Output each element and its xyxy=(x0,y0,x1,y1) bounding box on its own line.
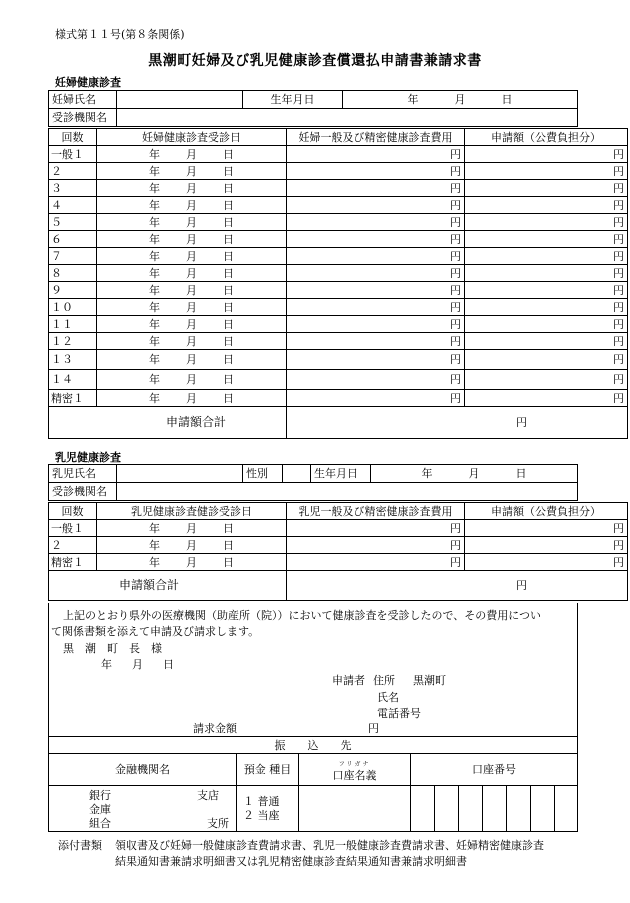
pregnant-visit-row xyxy=(49,180,628,197)
infant-sex-field[interactable] xyxy=(283,465,311,483)
claim-amount-field[interactable]: 請求金額 円 xyxy=(193,722,379,735)
row-exam-cost[interactable]: 円 xyxy=(287,299,465,316)
infant-visit-row xyxy=(49,554,628,571)
row-exam-date[interactable]: 年 月 日 xyxy=(97,350,287,370)
row-count: ７ xyxy=(49,248,97,265)
row-claim-amount[interactable]: 円 xyxy=(465,180,628,197)
pregnant-visit-row xyxy=(49,333,628,350)
pregnant-dob-label: 生年月日 xyxy=(243,91,343,109)
infant-visits-table xyxy=(48,502,628,601)
account-digit-5[interactable] xyxy=(507,786,531,832)
pregnant-section-title: 妊婦健康診査 xyxy=(55,76,121,89)
row-count: １０ xyxy=(49,299,97,316)
account-digit-4[interactable] xyxy=(483,786,507,832)
row-exam-date[interactable]: 年 月 日 xyxy=(97,333,287,350)
pregnant-visit-row xyxy=(49,231,628,248)
row-exam-date[interactable]: 年 月 日 xyxy=(97,520,287,537)
row-count: １２ xyxy=(49,333,97,350)
row-exam-cost[interactable]: 円 xyxy=(287,197,465,214)
row-claim-amount[interactable]: 円 xyxy=(465,163,628,180)
pregnant-name-field[interactable] xyxy=(117,91,243,109)
row-count: １１ xyxy=(49,316,97,333)
pregnant-visit-row xyxy=(49,163,628,180)
row-exam-date[interactable]: 年 月 日 xyxy=(97,197,287,214)
row-exam-date[interactable]: 年 月 日 xyxy=(97,299,287,316)
row-exam-cost[interactable]: 円 xyxy=(287,163,465,180)
form-number: 様式第１１号(第８条関係) xyxy=(55,28,185,41)
declaration-date[interactable]: 年 月 日 xyxy=(101,658,174,671)
row-exam-cost[interactable]: 円 xyxy=(287,554,465,571)
row-exam-cost[interactable]: 円 xyxy=(287,350,465,370)
row-exam-cost[interactable]: 円 xyxy=(287,180,465,197)
applicant-label: 申請者 xyxy=(332,674,365,687)
row-exam-cost[interactable]: 円 xyxy=(287,248,465,265)
infant-header-claim-amount: 申請額（公費負担分） xyxy=(465,503,628,520)
row-count: ２ xyxy=(49,537,97,554)
deposit-type-label: 預金 種目 xyxy=(237,754,299,786)
row-exam-date[interactable]: 年 月 日 xyxy=(97,180,287,197)
row-exam-cost[interactable]: 円 xyxy=(287,390,465,407)
infant-header-count: 回数 xyxy=(49,503,97,520)
row-exam-date[interactable]: 年 月 日 xyxy=(97,214,287,231)
pregnant-visit-row xyxy=(49,390,628,407)
row-exam-date[interactable]: 年 月 日 xyxy=(97,390,287,407)
infant-dob-field[interactable]: 年 月 日 xyxy=(371,465,578,483)
account-digit-7[interactable] xyxy=(555,786,578,832)
row-exam-cost[interactable]: 円 xyxy=(287,333,465,350)
row-exam-date[interactable]: 年 月 日 xyxy=(97,163,287,180)
applicant-name-label: 氏名 xyxy=(377,691,399,704)
infant-institution-field[interactable] xyxy=(117,483,578,501)
row-count: ６ xyxy=(49,231,97,248)
header-count: 回数 xyxy=(49,129,97,146)
row-claim-amount[interactable]: 円 xyxy=(465,282,628,299)
pregnant-visit-row xyxy=(49,299,628,316)
row-exam-date[interactable]: 年 月 日 xyxy=(97,146,287,163)
phone-label: 電話番号 xyxy=(377,707,421,720)
page-title: 黒潮町妊婦及び乳児健康診査償還払申請書兼請求書 xyxy=(148,53,482,69)
row-exam-cost[interactable]: 円 xyxy=(287,370,465,390)
attachment-line1: 領収書及び妊婦一般健康診査費請求書、乳児一般健康診査費請求書、妊婦精密健康診査 xyxy=(115,839,544,852)
row-exam-cost[interactable]: 円 xyxy=(287,231,465,248)
row-count: ９ xyxy=(49,282,97,299)
row-count: ４ xyxy=(49,197,97,214)
row-count: 精密１ xyxy=(49,390,97,407)
pregnant-info-table xyxy=(48,90,578,127)
holder-label: フリガナ 口座名義 xyxy=(299,754,411,786)
row-exam-date[interactable]: 年 月 日 xyxy=(97,370,287,390)
pregnant-visit-row xyxy=(49,350,628,370)
row-count: １４ xyxy=(49,370,97,390)
infant-visit-row xyxy=(49,537,628,554)
deposit-type-field[interactable]: １ 普通 ２ 当座 xyxy=(237,786,299,832)
address-label: 住所 xyxy=(373,674,395,687)
account-digit-1[interactable] xyxy=(411,786,435,832)
pregnant-visit-row xyxy=(49,214,628,231)
row-claim-amount[interactable]: 円 xyxy=(465,265,628,282)
row-count: ３ xyxy=(49,180,97,197)
infant-name-field[interactable] xyxy=(117,465,243,483)
pregnant-institution-field[interactable] xyxy=(117,109,578,127)
row-claim-amount[interactable]: 円 xyxy=(465,146,628,163)
row-claim-amount[interactable]: 円 xyxy=(465,520,628,537)
declaration-line2: て関係書類を添えて申請及び請求します。 xyxy=(51,625,260,638)
pregnant-dob-field[interactable]: 年 月 日 xyxy=(343,91,578,109)
infant-visit-row xyxy=(49,520,628,537)
pregnant-visit-row xyxy=(49,316,628,333)
holder-field[interactable] xyxy=(299,786,411,832)
header-exam-date: 妊婦健康診査受診日 xyxy=(97,129,287,146)
transfer-label: 振 込 先 xyxy=(49,737,578,754)
row-exam-date[interactable]: 年 月 日 xyxy=(97,248,287,265)
header-exam-cost: 妊婦一般及び精密健康診査費用 xyxy=(287,129,465,146)
row-claim-amount[interactable]: 円 xyxy=(465,537,628,554)
infant-total-field[interactable]: 円 xyxy=(287,571,628,601)
row-claim-amount[interactable]: 円 xyxy=(465,248,628,265)
row-exam-date[interactable]: 年 月 日 xyxy=(97,537,287,554)
row-exam-date[interactable]: 年 月 日 xyxy=(97,265,287,282)
row-exam-cost[interactable]: 円 xyxy=(287,214,465,231)
infant-institution-label: 受診機関名 xyxy=(49,483,117,501)
row-exam-cost[interactable]: 円 xyxy=(287,316,465,333)
row-exam-cost[interactable]: 円 xyxy=(287,265,465,282)
pregnant-visit-row xyxy=(49,197,628,214)
row-count: ２ xyxy=(49,163,97,180)
pregnant-visit-row xyxy=(49,282,628,299)
row-exam-cost[interactable]: 円 xyxy=(287,146,465,163)
attachment-label: 添付書類 xyxy=(58,839,102,852)
row-claim-amount[interactable]: 円 xyxy=(465,299,628,316)
row-claim-amount[interactable]: 円 xyxy=(465,390,628,407)
pregnant-visit-row xyxy=(49,265,628,282)
pregnant-total-label: 申請額合計 xyxy=(49,407,287,439)
bank-table xyxy=(48,736,578,832)
declaration-line1: 上記のとおり県外の医療機関（助産所（院））において健康診査を受診したので、その費用につい xyxy=(63,609,542,622)
row-claim-amount[interactable]: 円 xyxy=(465,554,628,571)
account-no-label: 口座番号 xyxy=(411,754,578,786)
infant-name-label: 乳児氏名 xyxy=(49,465,117,483)
infant-section-title: 乳児健康診査 xyxy=(55,451,121,464)
row-exam-cost[interactable]: 円 xyxy=(287,282,465,299)
row-claim-amount[interactable]: 円 xyxy=(465,214,628,231)
row-claim-amount[interactable]: 円 xyxy=(465,316,628,333)
row-claim-amount[interactable]: 円 xyxy=(465,350,628,370)
addressee: 黒 潮 町 長 様 xyxy=(63,642,162,655)
pregnant-institution-label: 受診機関名 xyxy=(49,109,117,127)
institution-field[interactable]: 銀行 金庫 組合 支店 支所 xyxy=(49,786,237,832)
pregnant-visits-table xyxy=(48,128,628,439)
row-claim-amount[interactable]: 円 xyxy=(465,333,628,350)
attachment-line2: 結果通知書兼請求明細書又は乳児精密健康診査結果通知書兼請求明細書 xyxy=(115,855,467,868)
row-claim-amount[interactable]: 円 xyxy=(465,231,628,248)
row-exam-date[interactable]: 年 月 日 xyxy=(97,316,287,333)
address-value: 黒潮町 xyxy=(413,674,446,687)
row-count: 精密１ xyxy=(49,554,97,571)
row-exam-date[interactable]: 年 月 日 xyxy=(97,282,287,299)
row-exam-cost[interactable]: 円 xyxy=(287,537,465,554)
row-count: １３ xyxy=(49,350,97,370)
infant-header-exam-date: 乳児健康診査健診受診日 xyxy=(97,503,287,520)
infant-header-exam-cost: 乳児一般及び精密健康診査費用 xyxy=(287,503,465,520)
infant-sex-label: 性別 xyxy=(243,465,283,483)
account-digit-6[interactable] xyxy=(531,786,555,832)
row-claim-amount[interactable]: 円 xyxy=(465,197,628,214)
header-claim-amount: 申請額（公費負担分） xyxy=(465,129,628,146)
institution-label: 金融機関名 xyxy=(49,754,237,786)
infant-total-label: 申請額合計 xyxy=(49,571,287,601)
claim-amount-label: 請求金額 xyxy=(193,722,237,735)
row-claim-amount[interactable]: 円 xyxy=(465,370,628,390)
row-count: 一般１ xyxy=(49,520,97,537)
row-exam-cost[interactable]: 円 xyxy=(287,520,465,537)
infant-dob-label: 生年月日 xyxy=(311,465,371,483)
row-count: ８ xyxy=(49,265,97,282)
row-exam-date[interactable]: 年 月 日 xyxy=(97,231,287,248)
account-digit-3[interactable] xyxy=(459,786,483,832)
row-count: 一般１ xyxy=(49,146,97,163)
pregnant-total-field[interactable]: 円 xyxy=(287,407,628,439)
pregnant-visit-row xyxy=(49,146,628,163)
row-count: ５ xyxy=(49,214,97,231)
declaration-box xyxy=(48,603,578,737)
pregnant-name-label: 妊婦氏名 xyxy=(49,91,117,109)
pregnant-visit-row xyxy=(49,370,628,390)
row-exam-date[interactable]: 年 月 日 xyxy=(97,554,287,571)
infant-info-table xyxy=(48,464,578,501)
account-digit-2[interactable] xyxy=(435,786,459,832)
pregnant-visit-row xyxy=(49,248,628,265)
